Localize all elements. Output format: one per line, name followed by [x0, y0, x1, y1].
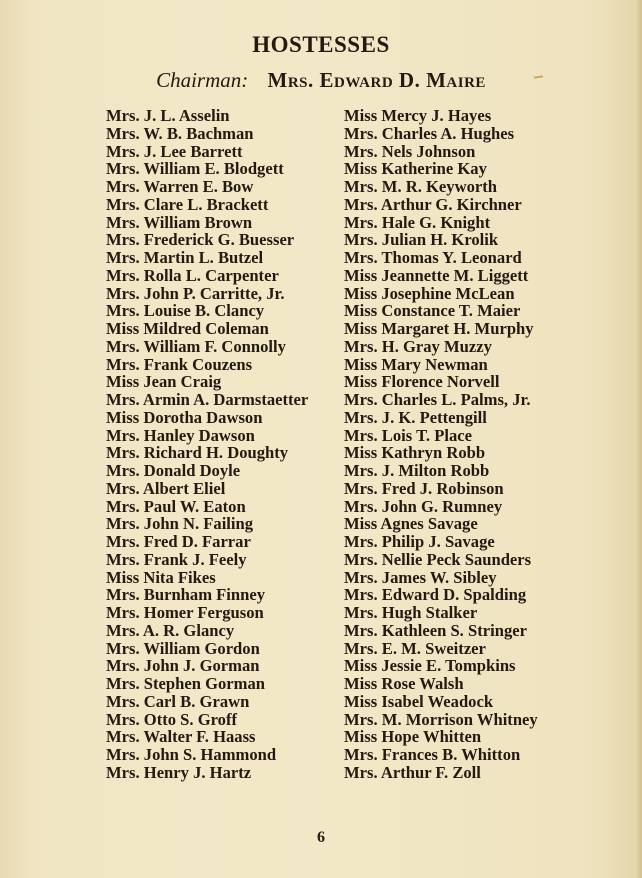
hostess-name: Miss Jeannette M. Liggett [344, 265, 529, 285]
hostess-list-left [106, 107, 308, 782]
hostess-name: Mrs. William F. Connolly [106, 336, 286, 356]
hostess-name: Miss Mary Newman [344, 354, 488, 374]
chairman-label: Chairman: [156, 68, 249, 92]
hostess-name: Mrs. Otto S. Groff [106, 709, 238, 729]
hostess-name: Mrs. Hugh Stalker [344, 603, 478, 622]
hostess-name: Mrs. Frank Couzens [106, 354, 253, 374]
hostess-name: Mrs. Hale G. Knight [344, 212, 491, 232]
hostess-name: Mrs. William E. Blodgett [106, 159, 284, 179]
hostess-name: Mrs. Fred D. Farrar [106, 532, 251, 551]
hostess-name: Miss Mercy J. Hayes [344, 106, 492, 125]
hostess-name: Mrs. Julian H. Krolik [344, 230, 499, 250]
hostess-name: Mrs. Nels Johnson [344, 141, 476, 161]
hostess-name: Mrs. Stephen Gorman [106, 674, 266, 693]
hostess-name: Mrs. E. M. Sweitzer [344, 638, 486, 658]
hostess-name: Mrs. Carl B. Grawn [106, 691, 250, 711]
hostess-name: Mrs. Charles A. Hughes [344, 123, 515, 143]
hostess-name: Mrs. Thomas Y. Leonard [344, 248, 522, 267]
hostess-name: Mrs. John J. Gorman [106, 656, 260, 676]
hostess-name: Mrs. Frederick G. Buesser [106, 230, 295, 250]
hostess-name: Mrs. Frances B. Whitton [344, 745, 521, 764]
hostess-name: Miss Katherine Kay [344, 159, 487, 179]
hostess-name: Mrs. J. Lee Barrett [106, 141, 243, 161]
chairman-name: Mrs. Edward D. Maire [267, 68, 486, 92]
hostess-name: Mrs. Richard H. Doughty [106, 443, 289, 463]
hostess-name: Mrs. J. Milton Robb [344, 461, 490, 480]
hostess-name: Mrs. John S. Hammond [106, 745, 277, 764]
hostess-name: Mrs. Armin A. Darmstaetter [106, 390, 309, 409]
hostess-name: Mrs. Kathleen S. Stringer [344, 620, 527, 640]
hostess-name: Mrs. Fred J. Robinson [344, 478, 504, 498]
hostess-name: Mrs. William Gordon [106, 638, 260, 658]
hostess-name: Mrs. Albert Eliel [106, 478, 226, 498]
hostess-name: Mrs. Frank J. Feely [106, 549, 247, 569]
hostess-name: Mrs. Arthur F. Zoll [344, 762, 481, 782]
hostess-name: Mrs. John G. Rumney [344, 496, 503, 516]
hostess-name: Miss Hope Whitten [344, 727, 482, 747]
hostess-name: Mrs. John N. Failing [106, 514, 254, 534]
hostess-name: Mrs. J. L. Asselin [106, 106, 230, 125]
hostess-name: Miss Isabel Weadock [344, 691, 494, 711]
page-number: 6 [317, 829, 325, 846]
hostess-name: Mrs. M. R. Keyworth [344, 177, 497, 196]
hostess-name: Mrs. Warren E. Bow [106, 177, 254, 196]
hostess-name: Mrs. Burnham Finney [106, 585, 266, 605]
hostess-name: Miss Jean Craig [106, 372, 222, 392]
hostess-name: Mrs. H. Gray Muzzy [344, 336, 492, 356]
hostess-name: Miss Mildred Coleman [106, 319, 269, 338]
hostess-name: Miss Florence Norvell [344, 372, 500, 392]
hostess-name: Mrs. Walter F. Haass [106, 727, 256, 747]
hostess-name: Mrs. James W. Sibley [344, 567, 497, 587]
hostess-name: Miss Rose Walsh [344, 674, 464, 693]
hostess-name: Mrs. Donald Doyle [106, 461, 241, 480]
hostess-name: Mrs. Arthur G. Kirchner [344, 194, 522, 214]
hostess-name: Mrs. Edward D. Spalding [344, 585, 527, 605]
hostess-list-right [344, 107, 538, 782]
paper-edge-shadow [636, 0, 642, 878]
hostess-name: Miss Kathryn Robb [344, 443, 486, 463]
hostess-name: Miss Margaret H. Murphy [344, 319, 534, 338]
hostess-name: Mrs. Lois T. Place [344, 425, 472, 445]
hostess-name: Mrs. Henry J. Hartz [106, 762, 252, 782]
hostess-name: Miss Josephine McLean [344, 283, 515, 303]
hostess-name: Mrs. W. B. Bachman [106, 123, 254, 143]
hostess-name: Mrs. J. K. Pettengill [344, 407, 487, 427]
hostess-name: Miss Nita Fikes [106, 567, 216, 587]
hostess-name: Mrs. Homer Ferguson [106, 603, 264, 622]
hostess-name: Mrs. Hanley Dawson [106, 425, 255, 445]
hostess-name: Mrs. Martin L. Butzel [106, 248, 264, 267]
hostess-name: Mrs. Rolla L. Carpenter [106, 265, 279, 285]
page-title: HOSTESSES [252, 32, 390, 57]
hostess-name: Miss Agnes Savage [344, 514, 478, 534]
hostess-name: Mrs. Louise B. Clancy [106, 301, 265, 321]
hostess-name: Mrs. Charles L. Palms, Jr. [344, 390, 531, 409]
hostess-name: Mrs. M. Morrison Whitney [344, 709, 538, 729]
hostess-name: Mrs. Paul W. Eaton [106, 496, 246, 516]
hostess-name: Mrs. Nellie Peck Saunders [344, 549, 532, 569]
hostess-name: Mrs. A. R. Glancy [106, 620, 235, 640]
chairman-line [0, 68, 642, 93]
hostess-name: Mrs. Philip J. Savage [344, 532, 495, 551]
hostess-name: Miss Jessie E. Tompkins [344, 656, 516, 676]
hostess-name: Miss Dorotha Dawson [106, 407, 263, 427]
hostess-name: Mrs. William Brown [106, 212, 253, 232]
hostess-name: Mrs. Clare L. Brackett [106, 194, 269, 214]
hostess-name: Miss Constance T. Maier [344, 301, 521, 321]
hostess-name: Mrs. John P. Carritte, Jr. [106, 283, 285, 303]
